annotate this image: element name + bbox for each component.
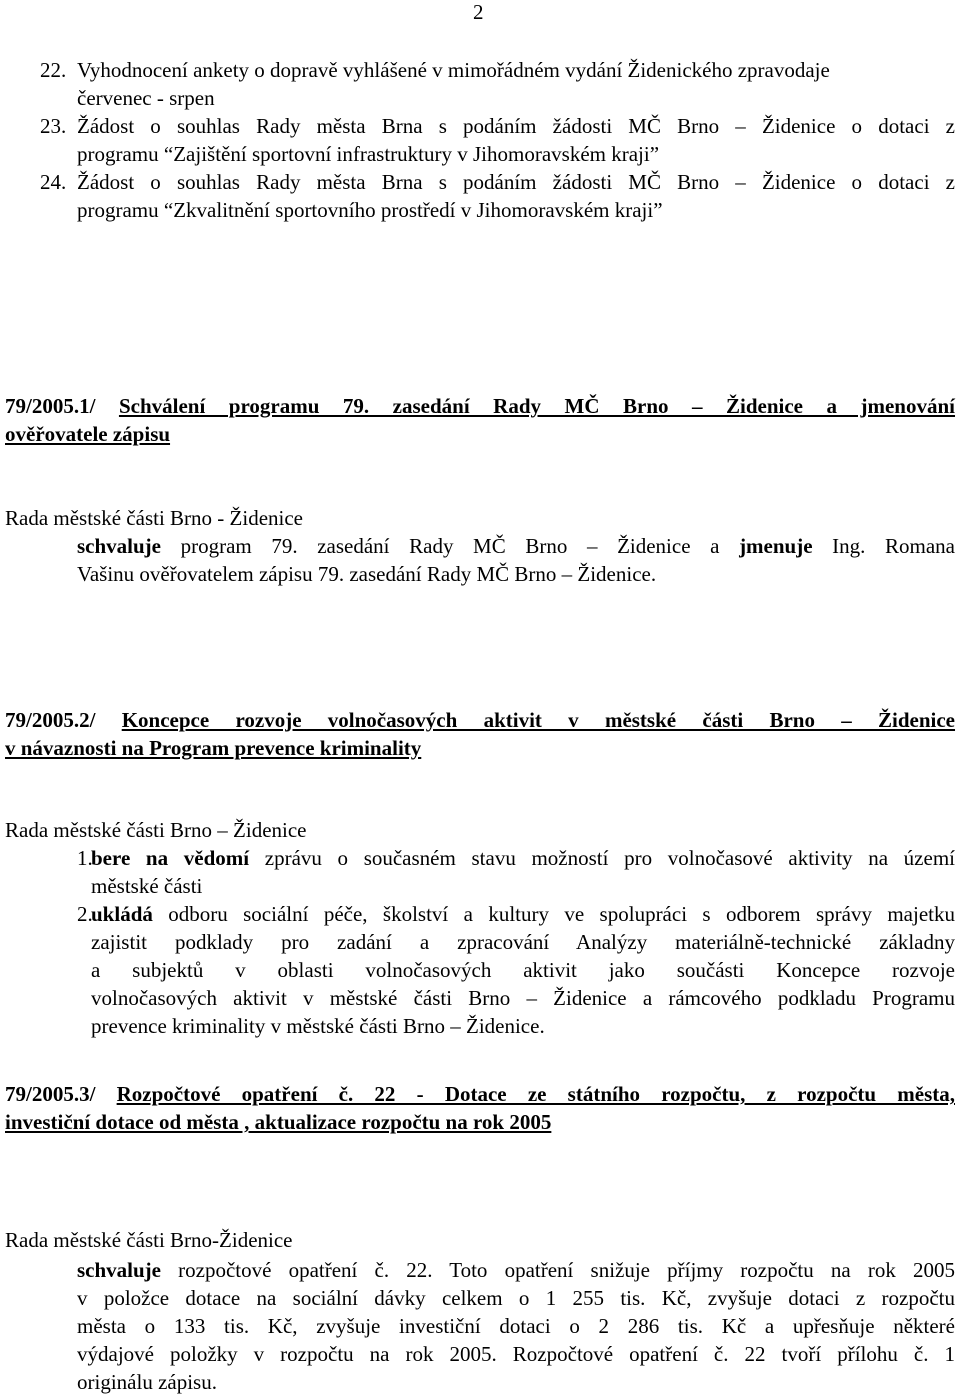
resolution-3-heading-line1	[5, 1080, 955, 1108]
resolution-2-item1-text: zprávu o současném stavu možností pro volnočasové aktivity na území	[249, 846, 955, 870]
agenda-item-22-line2: červenec - srpen	[77, 86, 215, 110]
resolution-1-text-line2: Vašinu ověřovatelem zápisu 79. zasedání Rady MČ Brno – Židenice.	[77, 562, 657, 586]
resolution-1-number: 79/2005.1/	[5, 394, 96, 418]
resolution-2-body-name: Rada městské části Brno – Židenice	[5, 818, 307, 842]
resolution-2-item2-line5: prevence kriminality v městské části Brno – Židenice.	[91, 1014, 545, 1038]
agenda-item-23-number: 23.	[40, 114, 67, 138]
resolution-1-body-name: Rada městské části Brno - Židenice	[5, 506, 303, 530]
resolution-2-item2-line2: zajistit podklady pro zadání a zpracování Analýzy materiálně-technické základny	[91, 930, 955, 954]
resolution-1-heading	[5, 392, 955, 448]
resolution-1-heading-line2	[5, 420, 955, 448]
agenda-item-24-line1: Žádost o souhlas Rady města Brna s podáním žádosti MČ Brno – Židenice o dotaci z	[77, 170, 955, 194]
resolution-2-heading	[5, 706, 955, 762]
resolution-2-item1-number: 1.	[77, 846, 93, 870]
resolution-3-body-name: Rada městské části Brno-Židenice	[5, 1228, 293, 1252]
resolution-2-heading-line2	[5, 734, 955, 762]
agenda-item-23-line2: programu “Zajištění sportovní infrastruktury v Jihomoravském kraji”	[77, 142, 660, 166]
resolution-2-title-line1: Koncepce rozvoje volnočasových aktivit v městské části Brno – Židenice	[121, 708, 956, 732]
resolution-1-text-b: Ing. Romana	[812, 534, 955, 558]
resolution-1-text-line1	[77, 532, 955, 560]
resolution-1-verb-appoints: jmenuje	[739, 534, 813, 558]
resolution-2-item1-line1	[91, 844, 955, 872]
resolution-2-item2-number: 2.	[77, 902, 93, 926]
resolution-3-heading-line2	[5, 1108, 955, 1136]
agenda-item-22-line1: Vyhodnocení ankety o dopravě vyhlášené v mimořádném vydání Židenického zpravodaje	[77, 58, 830, 82]
resolution-2-item2-text: odboru sociální péče, školství a kultury ve spolupráci s odborem správy majetku	[152, 902, 955, 926]
agenda-item-24-line2: programu “Zkvalitnění sportovního prostředí v Jihomoravském kraji”	[77, 198, 663, 222]
agenda-item-24-number: 24.	[40, 170, 67, 194]
resolution-3-text-line2: v položce dotace na sociální dávky celkem o 1 255 tis. Kč, zvyšuje dotaci z rozpočtu	[77, 1286, 955, 1310]
agenda-item-22-number: 22.	[40, 58, 67, 82]
resolution-1-verb-approves: schvaluje	[77, 534, 161, 558]
resolution-2-title-line2: v návaznosti na Program prevence kriminality	[5, 736, 422, 760]
resolution-3-heading	[5, 1080, 955, 1136]
resolution-2-heading-line1	[5, 706, 955, 734]
page-number: 2	[473, 0, 484, 24]
agenda-item-23-line1: Žádost o souhlas Rady města Brna s podáním žádosti MČ Brno – Židenice o dotaci z	[77, 114, 955, 138]
resolution-2-item1-verb: bere na vědomí	[91, 846, 250, 870]
resolution-3-text-line4: výdajové položky v rozpočtu na rok 2005. Rozpočtové opatření č. 22 tvoří přílohu č. 1	[77, 1342, 955, 1366]
resolution-1-heading-line1	[5, 392, 955, 420]
resolution-3-text-line5: originálu zápisu.	[77, 1370, 217, 1394]
resolution-3-title-line2: investiční dotace od města , aktualizace rozpočtu na rok 2005	[5, 1110, 552, 1134]
resolution-2-item2-line4: volnočasových aktivit v městské části Brno – Židenice a rámcového podkladu Programu	[91, 986, 955, 1010]
resolution-2-item1-line2: městské části	[91, 874, 203, 898]
resolution-3-text-line1	[77, 1256, 955, 1284]
resolution-3-title-line1: Rozpočtové opatření č. 22 - Dotace ze státního rozpočtu, z rozpočtu města,	[116, 1082, 955, 1106]
resolution-2-item2-line3: a subjektů v oblasti volnočasových aktivit jako součásti Koncepce rozvoje	[91, 958, 955, 982]
resolution-1-title-line1: Schválení programu 79. zasedání Rady MČ Brno – Židenice a jmenování	[118, 394, 956, 418]
resolution-2-item2-line1	[91, 900, 955, 928]
resolution-3-text-a: rozpočtové opatření č. 22. Toto opatření snižuje příjmy rozpočtu na rok 2005	[161, 1258, 955, 1282]
resolution-2-item2-verb: ukládá	[91, 902, 153, 926]
resolution-3-text-line3: města o 133 tis. Kč, zvyšuje investiční dotaci o 2 286 tis. Kč a upřesňuje některé	[77, 1314, 955, 1338]
resolution-2-number: 79/2005.2/	[5, 708, 96, 732]
resolution-3-verb: schvaluje	[77, 1258, 161, 1282]
resolution-1-title-line2: ověřovatele zápisu	[5, 422, 171, 446]
resolution-1-text-a: program 79. zasedání Rady MČ Brno – Židenice a	[161, 534, 740, 558]
resolution-3-number: 79/2005.3/	[5, 1082, 96, 1106]
